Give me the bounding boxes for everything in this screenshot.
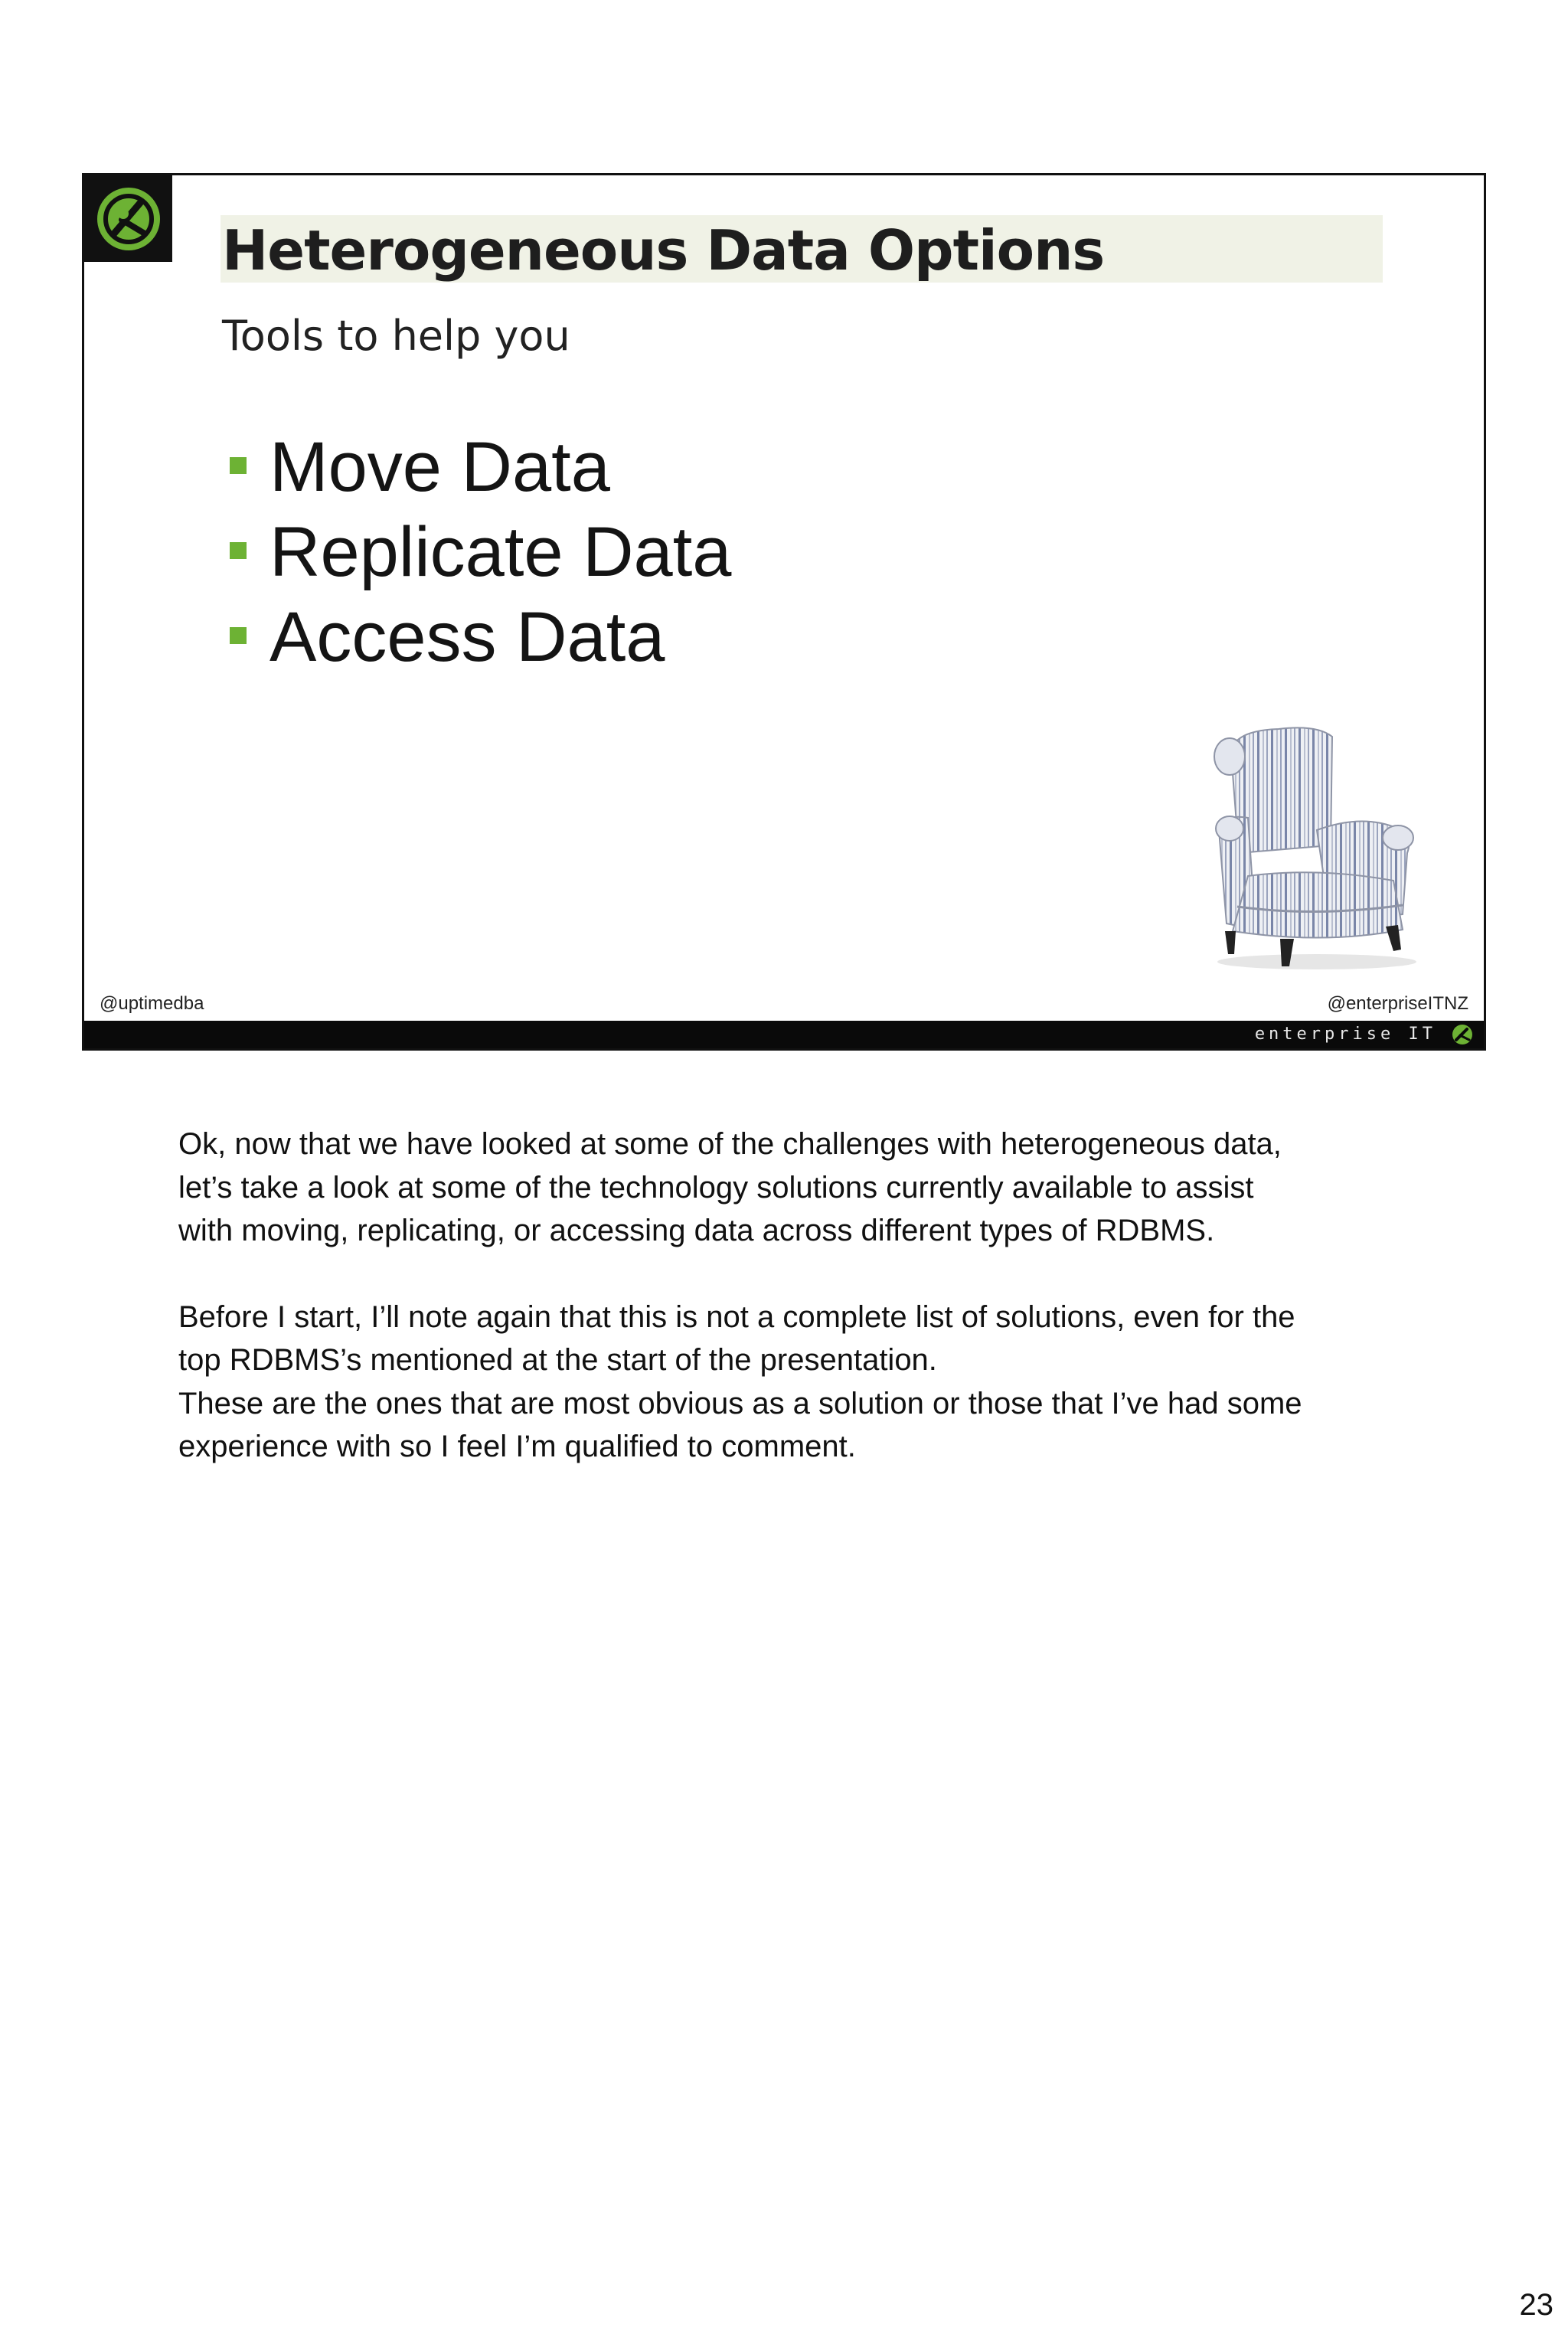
bullet-square-icon	[230, 457, 247, 474]
notes-paragraph: Before I start, I’ll note again that this is not a complete list of solutions, even for the top RDBMS’s mentioned at the start of the presentation. These are the ones that are most obvious as a solution or those that I’ve had some experience with so I feel I’m qualified to comment.	[178, 1299, 1302, 1463]
bullet-text: Move Data	[270, 427, 610, 506]
bullet-item	[230, 509, 731, 594]
notes-paragraph: Ok, now that we have looked at some of the challenges with heterogeneous data, let’s take a look at some of the technology solutions currently available to assist with moving, replicating, or accessing data across different types of RDBMS.	[178, 1127, 1282, 1247]
slide	[82, 173, 1486, 1051]
page-number: 23	[1519, 2288, 1553, 2322]
handle-left: @uptimedba	[100, 993, 204, 1014]
footer-brand: enterprise IT	[1254, 1025, 1436, 1044]
speaker-notes	[178, 1123, 1419, 1469]
bullet-text: Replicate Data	[270, 512, 732, 591]
handle-right: @enterpriseITNZ	[1327, 993, 1468, 1014]
bullet-square-icon	[230, 627, 247, 644]
slide-subtitle: Tools to help you	[222, 312, 570, 360]
bullet-item	[230, 594, 731, 679]
slide-footer	[84, 1021, 1484, 1048]
armchair-image	[1202, 723, 1432, 976]
bullet-square-icon	[230, 542, 247, 559]
enterprise-it-small-logo-icon	[1450, 1023, 1475, 1046]
bullet-list	[230, 424, 731, 679]
enterprise-it-logo-icon	[84, 175, 172, 262]
bullet-item	[230, 424, 731, 509]
slide-title: Heterogeneous Data Options	[222, 218, 1105, 283]
bullet-text: Access Data	[270, 597, 665, 676]
